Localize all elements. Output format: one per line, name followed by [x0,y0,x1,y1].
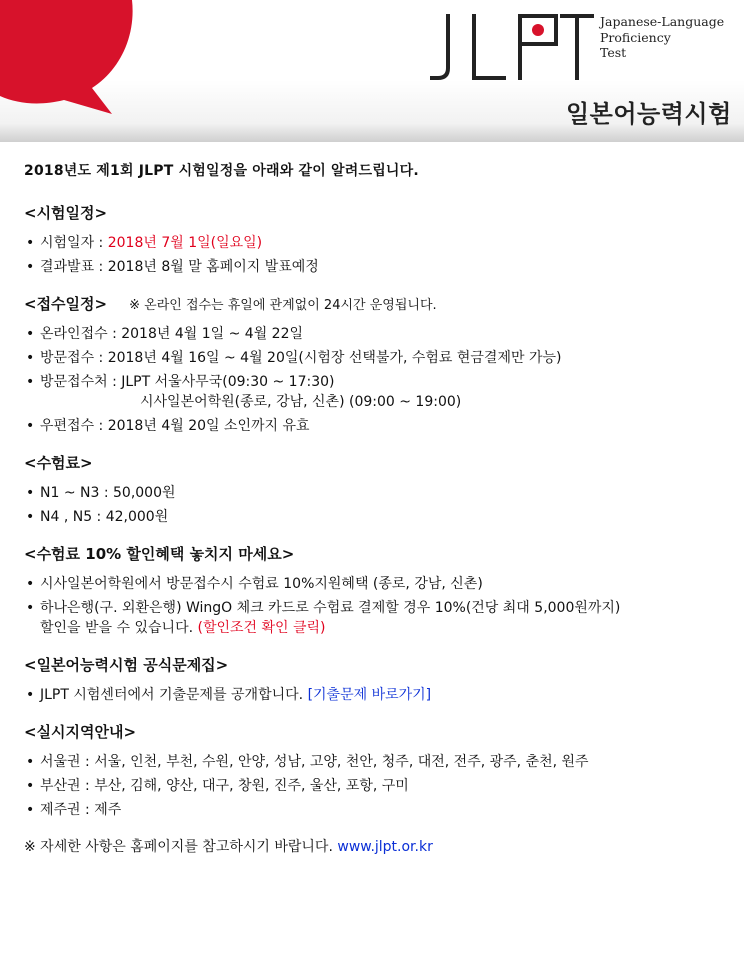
list-item: • 우편접수 : 2018년 4월 20일 소인까지 유효 [24,416,724,436]
list-item: • 부산권 : 부산, 김해, 양산, 대구, 창원, 진주, 울산, 포항, 구미 [24,776,724,796]
discount-condition-link[interactable]: (할인조건 확인 클릭) [197,620,326,636]
list-item: • JLPT 시험센터에서 기출문제를 공개합니다. [기출문제 바로가기] [24,685,724,705]
section-registration [24,293,724,436]
header-title-korean: 일본어능력시험 [566,100,732,128]
section-title-schedule: <시험일정> [24,204,108,222]
list-item: • N4 , N5 : 42,000원 [24,507,724,527]
list-item: • 시험일자 : 2018년 7월 1일(일요일) [24,233,724,253]
section-workbook [24,654,724,705]
list-item: • 시사일본어학원에서 방문접수시 수험료 10%지원혜택 (종로, 강남, 신촌) [24,574,724,594]
header-banner [0,0,744,142]
homepage-link[interactable]: www.jlpt.or.kr [337,839,433,855]
list-item: • 서울권 : 서울, 인천, 부천, 수원, 안양, 성남, 고양, 천안, 청주, 대전, 전주, 광주, 춘천, 원주 [24,752,724,772]
past-exam-link[interactable]: [기출문제 바로가기] [307,687,432,703]
footer-note: ※ 자세한 사항은 홈페이지를 참고하시기 바랍니다. www.jlpt.or.kr [24,839,433,855]
list-item: • N1 ~ N3 : 50,000원 [24,483,724,503]
list-item: • 방문접수 : 2018년 4월 16일 ~ 4월 20일(시험장 선택불가, 수험료 현금결제만 가능) [24,348,724,368]
section-title-discount: <수험료 10% 할인혜택 놓치지 마세요> [24,545,295,563]
logo-subtitle: Japanese-Language Proficiency Test [600,14,725,60]
jlpt-logo-icon [430,14,594,80]
section-fee [24,452,724,527]
section-title-fee: <수험료> [24,454,93,472]
section-discount [24,543,724,638]
section-schedule [24,202,724,277]
section-title-workbook: <일본어능력시험 공식문제집> [24,656,229,674]
red-dot-icon [532,24,544,36]
exam-date-value: 2018년 7월 1일(일요일) [107,235,263,251]
section-regions [24,721,724,820]
notice-content [24,160,724,856]
intro-text: 2018년도 제1회 JLPT 시험일정을 아래와 같이 알려드립니다. [24,163,419,179]
list-item: • 제주권 : 제주 [24,800,724,820]
section-title-regions: <실시지역안내> [24,723,137,741]
list-item: • 온라인접수 : 2018년 4월 1일 ~ 4월 22일 [24,324,724,344]
list-item: • 결과발표 : 2018년 8월 말 홈페이지 발표예정 [24,257,724,277]
list-item: • 방문접수처 : JLPT 서울사무국(09:30 ~ 17:30) 시사일본어학원(종로, 강남, 신촌) (09:00 ~ 19:00) [24,372,724,412]
section-title-registration: <접수일정> ※ 온라인 접수는 휴일에 관계없이 24시간 운영됩니다. [24,295,437,313]
online-note: ※ 온라인 접수는 휴일에 관계없이 24시간 운영됩니다. [129,298,437,313]
list-item: • 하나은행(구. 외환은행) WingO 체크 카드로 수험료 결제할 경우 10%(건당 최대 5,000원까지) 할인을 받을 수 있습니다. (할인조건 확인 클릭) [24,598,724,638]
